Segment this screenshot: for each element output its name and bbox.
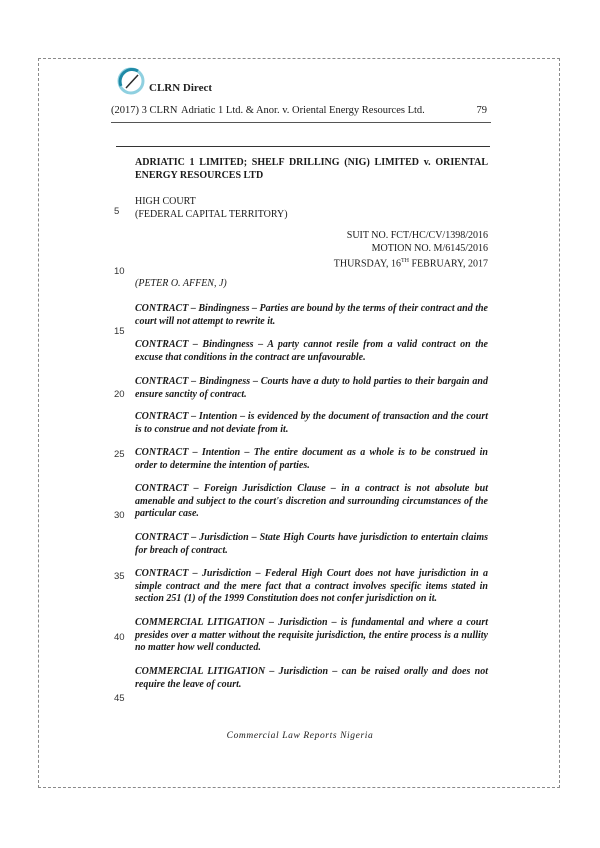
suit-block (135, 230, 488, 271)
headnote: CONTRACT – Intention – The entire document as a whole is to be construed in order to determine the intention of parties. (135, 447, 488, 471)
line-number: 10 (114, 266, 125, 277)
headnote: CONTRACT – Bindingness – Parties are bound by the terms of their contract and the court will not attempt to rewrite it. (135, 303, 488, 327)
page-number: 79 (476, 105, 487, 116)
headnote: COMMERCIAL LITIGATION – Jurisdiction – can be raised orally and does not require the leave of court. (135, 666, 488, 690)
headnote: CONTRACT – Foreign Jurisdiction Clause – in a contract is not absolute but amenable and subject to the court's discretion and surrounding circumstances of the particular case. (135, 483, 488, 519)
line-number: 35 (114, 571, 125, 582)
line-number: 25 (114, 449, 125, 460)
running-parties: Adriatic 1 Ltd. & Anor. v. Oriental Energy Resources Ltd. (181, 105, 425, 116)
court-block (135, 196, 488, 221)
motion-number: MOTION NO. M/6145/2016 (371, 242, 488, 254)
headnote: CONTRACT – Jurisdiction – State High Courts have jurisdiction to entertain claims for breach of contract. (135, 532, 488, 556)
running-header (111, 101, 491, 123)
judgment-date: THURSDAY, 16TH FEBRUARY, 2017 (333, 258, 488, 270)
headnote: COMMERCIAL LITIGATION – Jurisdiction – is fundamental and where a court presides over a matter without the requisite jurisdiction, the entire process is a nullity no matter how well conducted. (135, 617, 488, 653)
headnote: CONTRACT – Jurisdiction – Federal High Court does not have jurisdiction in a simple contract and the mere fact that a contract involves specific items stated in section 251 (1) of the 1999 Constitution does not confer jurisdiction on it. (135, 568, 488, 604)
court-name: HIGH COURT (135, 196, 196, 207)
headnote: CONTRACT – Bindingness – Courts have a duty to hold parties to their bargain and ensure sanctity of contract. (135, 376, 488, 400)
court-territory: (FEDERAL CAPITAL TERRITORY) (135, 208, 288, 220)
line-number: 5 (114, 206, 120, 217)
headnote: CONTRACT – Bindingness – A party cannot resile from a valid contract on the excuse that conditions in the contract are unfavourable. (135, 339, 488, 363)
page-footer: Commercial Law Reports Nigeria (226, 731, 374, 741)
report-citation: (2017) 3 CLRN (111, 105, 178, 116)
suit-number: SUIT NO. FCT/HC/CV/1398/2016 (346, 230, 488, 241)
line-number: 30 (114, 510, 125, 521)
brand-name: CLRN Direct (149, 82, 213, 94)
line-number: 45 (114, 693, 125, 704)
headnote: CONTRACT – Intention – is evidenced by the document of transaction and the court is to construe and not deviate from it. (135, 411, 488, 435)
case-title: ADRIATIC 1 LIMITED; SHELF DRILLING (NIG) LIMITED v. ORIENTAL ENERGY RESOURCES LTD (135, 157, 488, 181)
line-number: 20 (114, 389, 125, 400)
line-number: 40 (114, 632, 125, 643)
line-number: 15 (114, 326, 125, 337)
judge-name: (PETER O. AFFEN, J) (135, 278, 227, 289)
divider (116, 146, 490, 147)
clrn-logo-icon (116, 66, 146, 96)
